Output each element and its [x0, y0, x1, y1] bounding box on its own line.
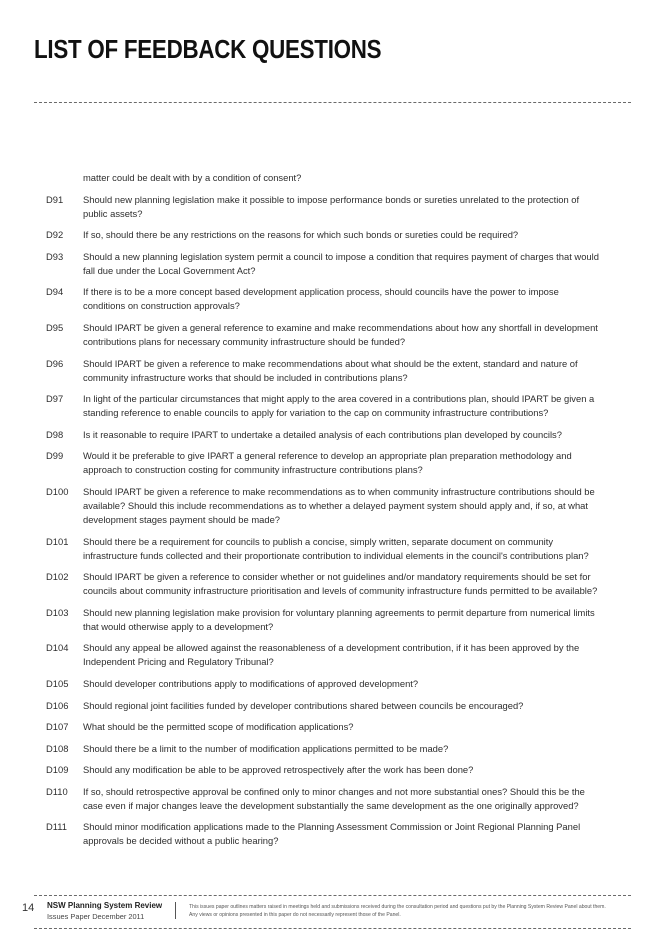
- question-number: D99: [46, 450, 64, 462]
- question-text: Should a new planning legislation system permit a council to impose a condition that requires payment of charges that would fall due under the Local Government Act?: [83, 250, 599, 276]
- question-number: D100: [46, 485, 69, 497]
- question-number: D105: [46, 677, 69, 689]
- question-item: [46, 357, 600, 385]
- question-item: [46, 285, 600, 313]
- question-number: D94: [46, 286, 64, 298]
- question-text: In light of the particular circumstances that might apply to the area covered in a contributions plan, should IPART be given a standing reference to enable councils to apply for variation to the cap on community infrastructure contributions?: [83, 393, 595, 419]
- question-item: [46, 763, 600, 777]
- question-text: Should developer contributions apply to modifications of approved development?: [83, 677, 419, 689]
- question-item: [46, 785, 600, 813]
- question-text: If so, should there be any restrictions on the reasons for which such bonds or sureties could be required?: [83, 229, 519, 241]
- question-text: Should there be a requirement for councils to publish a concise, simply written, separate document on community infrastructure funds collected and their proportionate contribution to individual elements in the council's contributions plan?: [83, 535, 589, 561]
- question-number: D91: [46, 193, 64, 205]
- question-number: D98: [46, 428, 64, 440]
- continuation-text: matter could be dealt with by a condition of consent?: [83, 172, 302, 183]
- question-number: D101: [46, 535, 69, 547]
- question-item: [46, 606, 600, 634]
- question-number: D107: [46, 721, 69, 733]
- footer-disclaimer: This issues paper outlines matters raised in meetings held and submissions received during the consultation period and questions put by the Planning System Review Panel about them. Any views or opinions presented in this paper do not necessarily represent those of the Panel.: [189, 904, 606, 918]
- question-item: [46, 677, 600, 691]
- question-number: D108: [46, 742, 69, 754]
- question-item: [46, 321, 600, 349]
- question-number: D103: [46, 606, 69, 618]
- question-item: [46, 428, 600, 442]
- question-item: [46, 820, 600, 848]
- question-item: [46, 392, 600, 420]
- footer-vertical-divider: [175, 902, 176, 919]
- questions-list: [46, 171, 600, 856]
- question-text: Should there be a limit to the number of modification applications permitted to be made?: [83, 742, 449, 754]
- question-text: Should IPART be given a reference to consider whether or not guidelines and/or mandatory requirements should be set for councils about community infrastructure prioritisation and levels of community infrastructure funds permitted to be available?: [83, 571, 598, 597]
- footer-bottom-divider: [34, 928, 631, 929]
- question-item: [46, 449, 600, 477]
- footer-subtitle: Issues Paper December 2011: [47, 912, 145, 921]
- question-number: D109: [46, 764, 69, 776]
- question-text: Is it reasonable to require IPART to undertake a detailed analysis of each contributions plan developed by councils?: [83, 428, 562, 440]
- question-text: If there is to be a more concept based development application process, should councils have the power to impose conditions on construction approvals?: [83, 286, 559, 312]
- question-text: Should new planning legislation make provision for voluntary planning agreements to permit departure from numerical limits that would otherwise apply to a development?: [83, 606, 595, 632]
- question-number: D110: [46, 785, 68, 797]
- page-number: 14: [22, 902, 35, 914]
- question-number: D102: [46, 571, 69, 583]
- question-text: Should IPART be given a reference to make recommendations about what should be the extent, standard and nature of community infrastructure works that should be included in contributions plans?: [83, 357, 578, 383]
- question-text: Should minor modification applications made to the Planning Assessment Commission or Joint Regional Planning Panel approvals be decided without a public hearing?: [83, 821, 581, 847]
- header-divider: [34, 102, 631, 103]
- question-number: D111: [46, 821, 68, 833]
- question-text: Should any modification be able to be approved retrospectively after the work has been done?: [83, 764, 474, 776]
- question-item: [46, 228, 600, 242]
- question-text: What should be the permitted scope of modification applications?: [83, 721, 354, 733]
- question-item: [46, 570, 600, 598]
- question-number: D95: [46, 321, 64, 333]
- question-item: [46, 485, 600, 527]
- question-item: [46, 720, 600, 734]
- question-text: If so, should retrospective approval be confined only to minor changes and not more substantial ones? Should this be the case even if major changes leave the development substantially the same development as the one originally approved?: [83, 785, 585, 811]
- question-item: [46, 535, 600, 563]
- question-item: [46, 250, 600, 278]
- question-number: D93: [46, 250, 64, 262]
- question-number: D96: [46, 357, 64, 369]
- question-item: [46, 742, 600, 756]
- question-number: D92: [46, 229, 64, 241]
- question-item: [46, 641, 600, 669]
- question-text: Should IPART be given a general reference to examine and make recommendations about how any shortfall in development contributions plans for necessary community infrastructure should be funded?: [83, 321, 598, 347]
- page-title: LIST OF FEEDBACK QUESTIONS: [34, 34, 382, 64]
- question-text: Would it be preferable to give IPART a general reference to develop an appropriate plan preparation methodology and approach to construction costing for community infrastructure contributions plans?: [83, 450, 572, 476]
- footer-title: NSW Planning System Review: [47, 901, 163, 910]
- question-item: [46, 699, 600, 713]
- question-text: Should any appeal be allowed against the reasonableness of a development contribution, if it has been approved by the Independent Pricing and Regulatory Tribunal?: [83, 642, 580, 668]
- question-text: Should new planning legislation make it possible to impose performance bonds or sureties unrelated to the protection of public assets?: [83, 193, 580, 219]
- question-text: Should IPART be given a reference to make recommendations as to when community infrastructure contributions should be available? Should this include recommendations as to whether a delayed payment system should apply and, if so, at what development stages payment should be made?: [83, 485, 595, 525]
- question-number: D106: [46, 699, 69, 711]
- question-item: [46, 193, 600, 221]
- footer-top-divider: [34, 895, 631, 896]
- question-number: D97: [46, 393, 64, 405]
- question-number: D104: [46, 642, 69, 654]
- question-text: Should regional joint facilities funded by developer contributions shared between councils be encouraged?: [83, 699, 524, 711]
